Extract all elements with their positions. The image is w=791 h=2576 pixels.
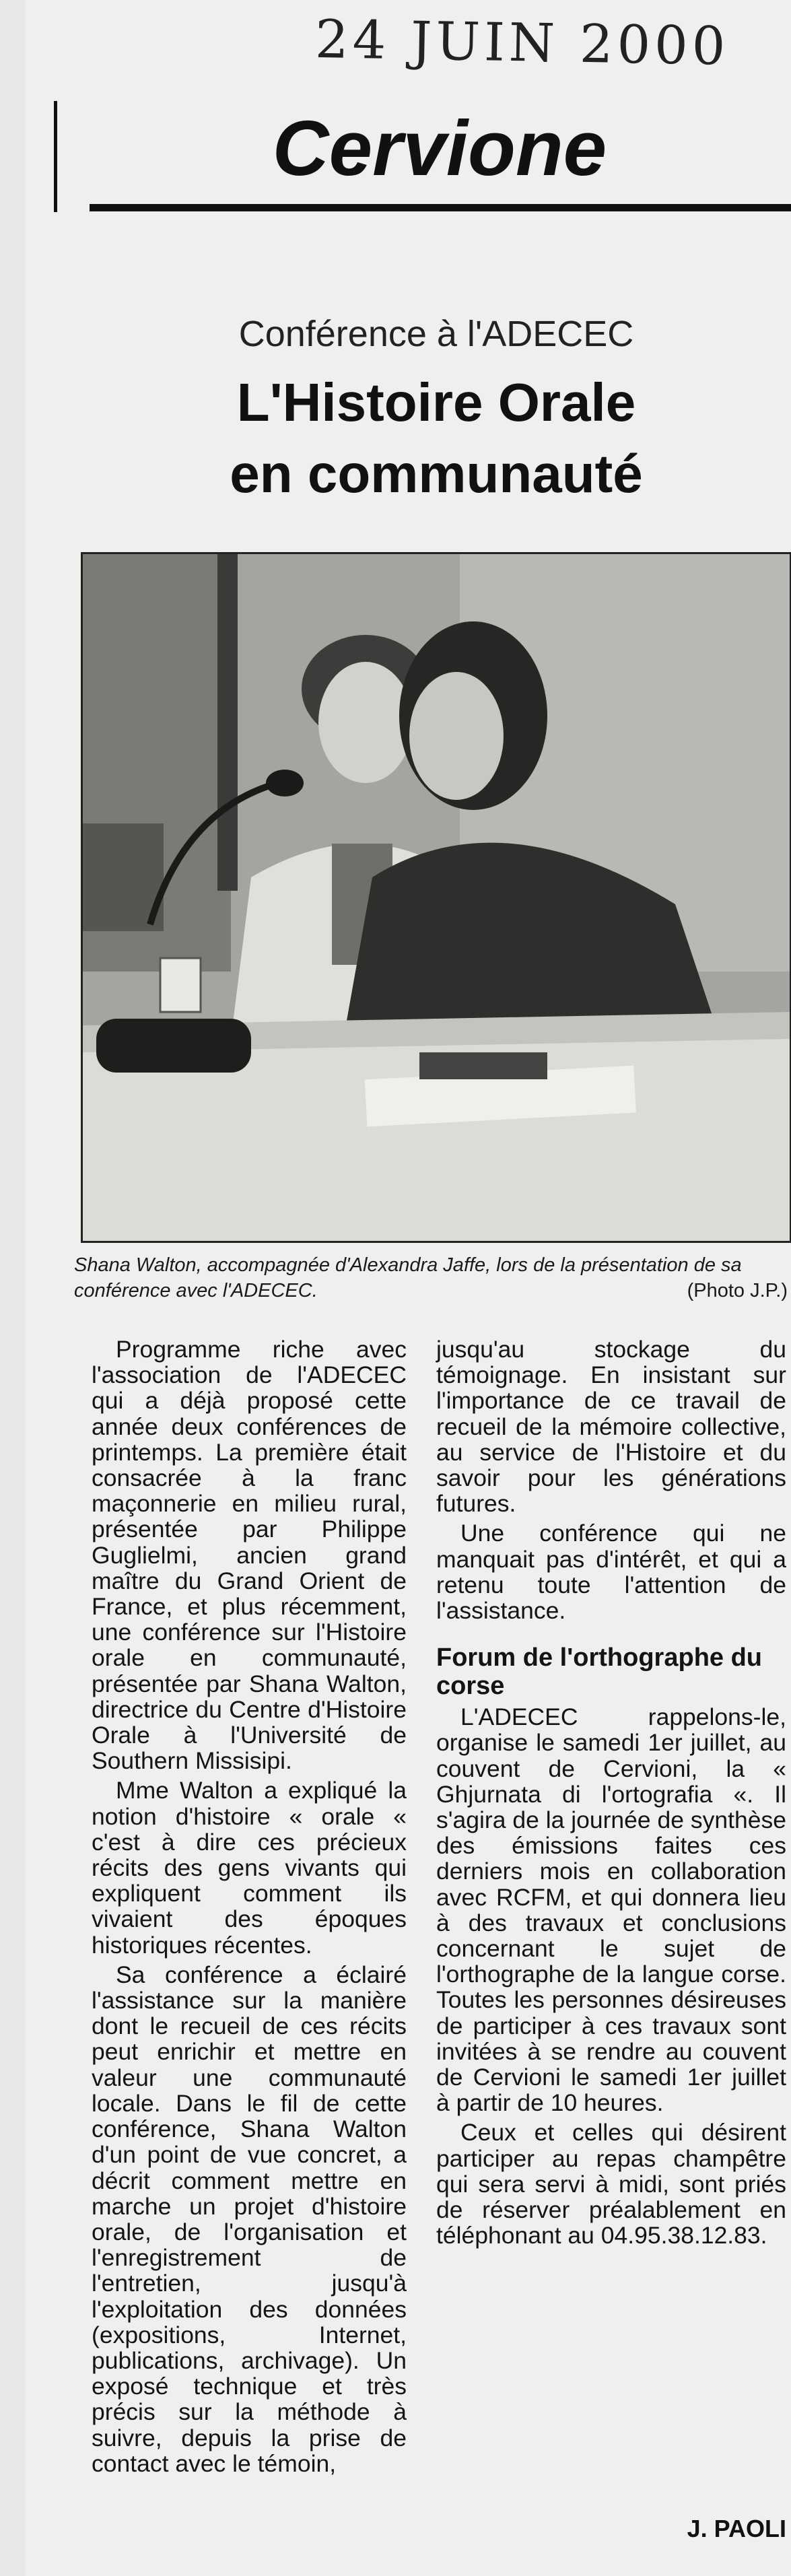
article-column-1 [92,1336,407,2480]
photo-credit: (Photo J.P.) [687,1280,788,1301]
article-column-2 [436,1336,786,2253]
author-byline: J. PAOLI [687,2515,786,2542]
article-kicker: Conférence à l'ADECEC [238,314,634,354]
header-rule [90,204,791,211]
article-headline [66,367,791,510]
section-title: Cervione [272,104,607,192]
paragraph-forum: L'ADECEC rappelons-le, organise le samedi 1er juillet, au couvent de Cervioni, la « Ghjurnata di l'ortografia «. Il s'agira de la journée de synthèse des émissions faites ces derniers mois en collaboration avec RCFM, et qui donnera lieu à des travaux et conclusions concernant le sujet de l'orthographe de la langue corse. Toutes les personnes désireuses de participer à ces travaux sont invitées à se rendre au couvent de Cervioni le samedi 1er juillet à partir de 10 heures. [436,1703,786,2117]
paragraph-conference: Sa conférence a éclairé l'assistance sur la manière dont le recueil de ces récits peut enrichir et mettre en valeur une communauté locale. Dans le fil de cette conférence, Shana Walton d'un point de vue concret, a décrit comment mettre en marche un projet d'histoire orale, de l'organisation et l'enregistrement de l'entretien, jusqu'à l'exploitation des données (expositions, Internet, publications, archivage). Un exposé technique et très précis sur la méthode à suivre, depuis la prise de contact avec le témoin, [92,1961,407,2477]
paragraph-walton: Mme Walton a expliqué la notion d'histoire « orale « c'est à dire ces précieux récits des gens vivants qui expliquent comment ils vivaient des époques historiques récentes. [92,1777,407,1959]
photo-illustration [83,554,790,1241]
paragraph-intro: Programme riche avec l'association de l'ADECEC qui a déjà proposé cette année deux conférences de printemps. La première était consacrée à la franc maçonnerie en milieu rural, présentée par Philippe Guglielmi, ancien grand maître du Grand Orient de France, et plus récemment, une conférence sur l'Histoire orale en communauté, présentée par Shana Walton, directrice du Centre d'Histoire Orale à l'Université de Southern Missisipi. [92,1336,407,1775]
paragraph-interest: Une conférence qui ne manquait pas d'intérêt, et qui a retenu toute l'attention de l'assistance. [436,1520,786,1625]
newspaper-clipping [26,0,791,2576]
photo-caption: Shana Walton, accompagnée d'Alexandra Jaffe, lors de la présentation de sa conférence avec l'ADECEC. [74,1254,742,1301]
paragraph-conference-continued: jusqu'au stockage du témoignage. En insistant sur l'importance de ce travail de recueil de la mémoire collective, au service de l'Histoire et du savoir pour les générations futures. [436,1336,786,1518]
forum-subheading: Forum de l'orthographe du corse [436,1643,763,1701]
article-photo [81,552,791,1243]
headline-line-1: L'Histoire Orale [236,372,636,432]
headline-line-2: en communauté [230,444,643,504]
handwritten-date: 24 JUIN 2000 [314,9,730,77]
left-rule [54,101,57,212]
paragraph-repas: Ceux et celles qui désirent participer au repas champêtre qui sera servi à midi, sont priés de réserver préalablement en téléphonant au 04.95.38.12.83. [436,2119,786,2249]
